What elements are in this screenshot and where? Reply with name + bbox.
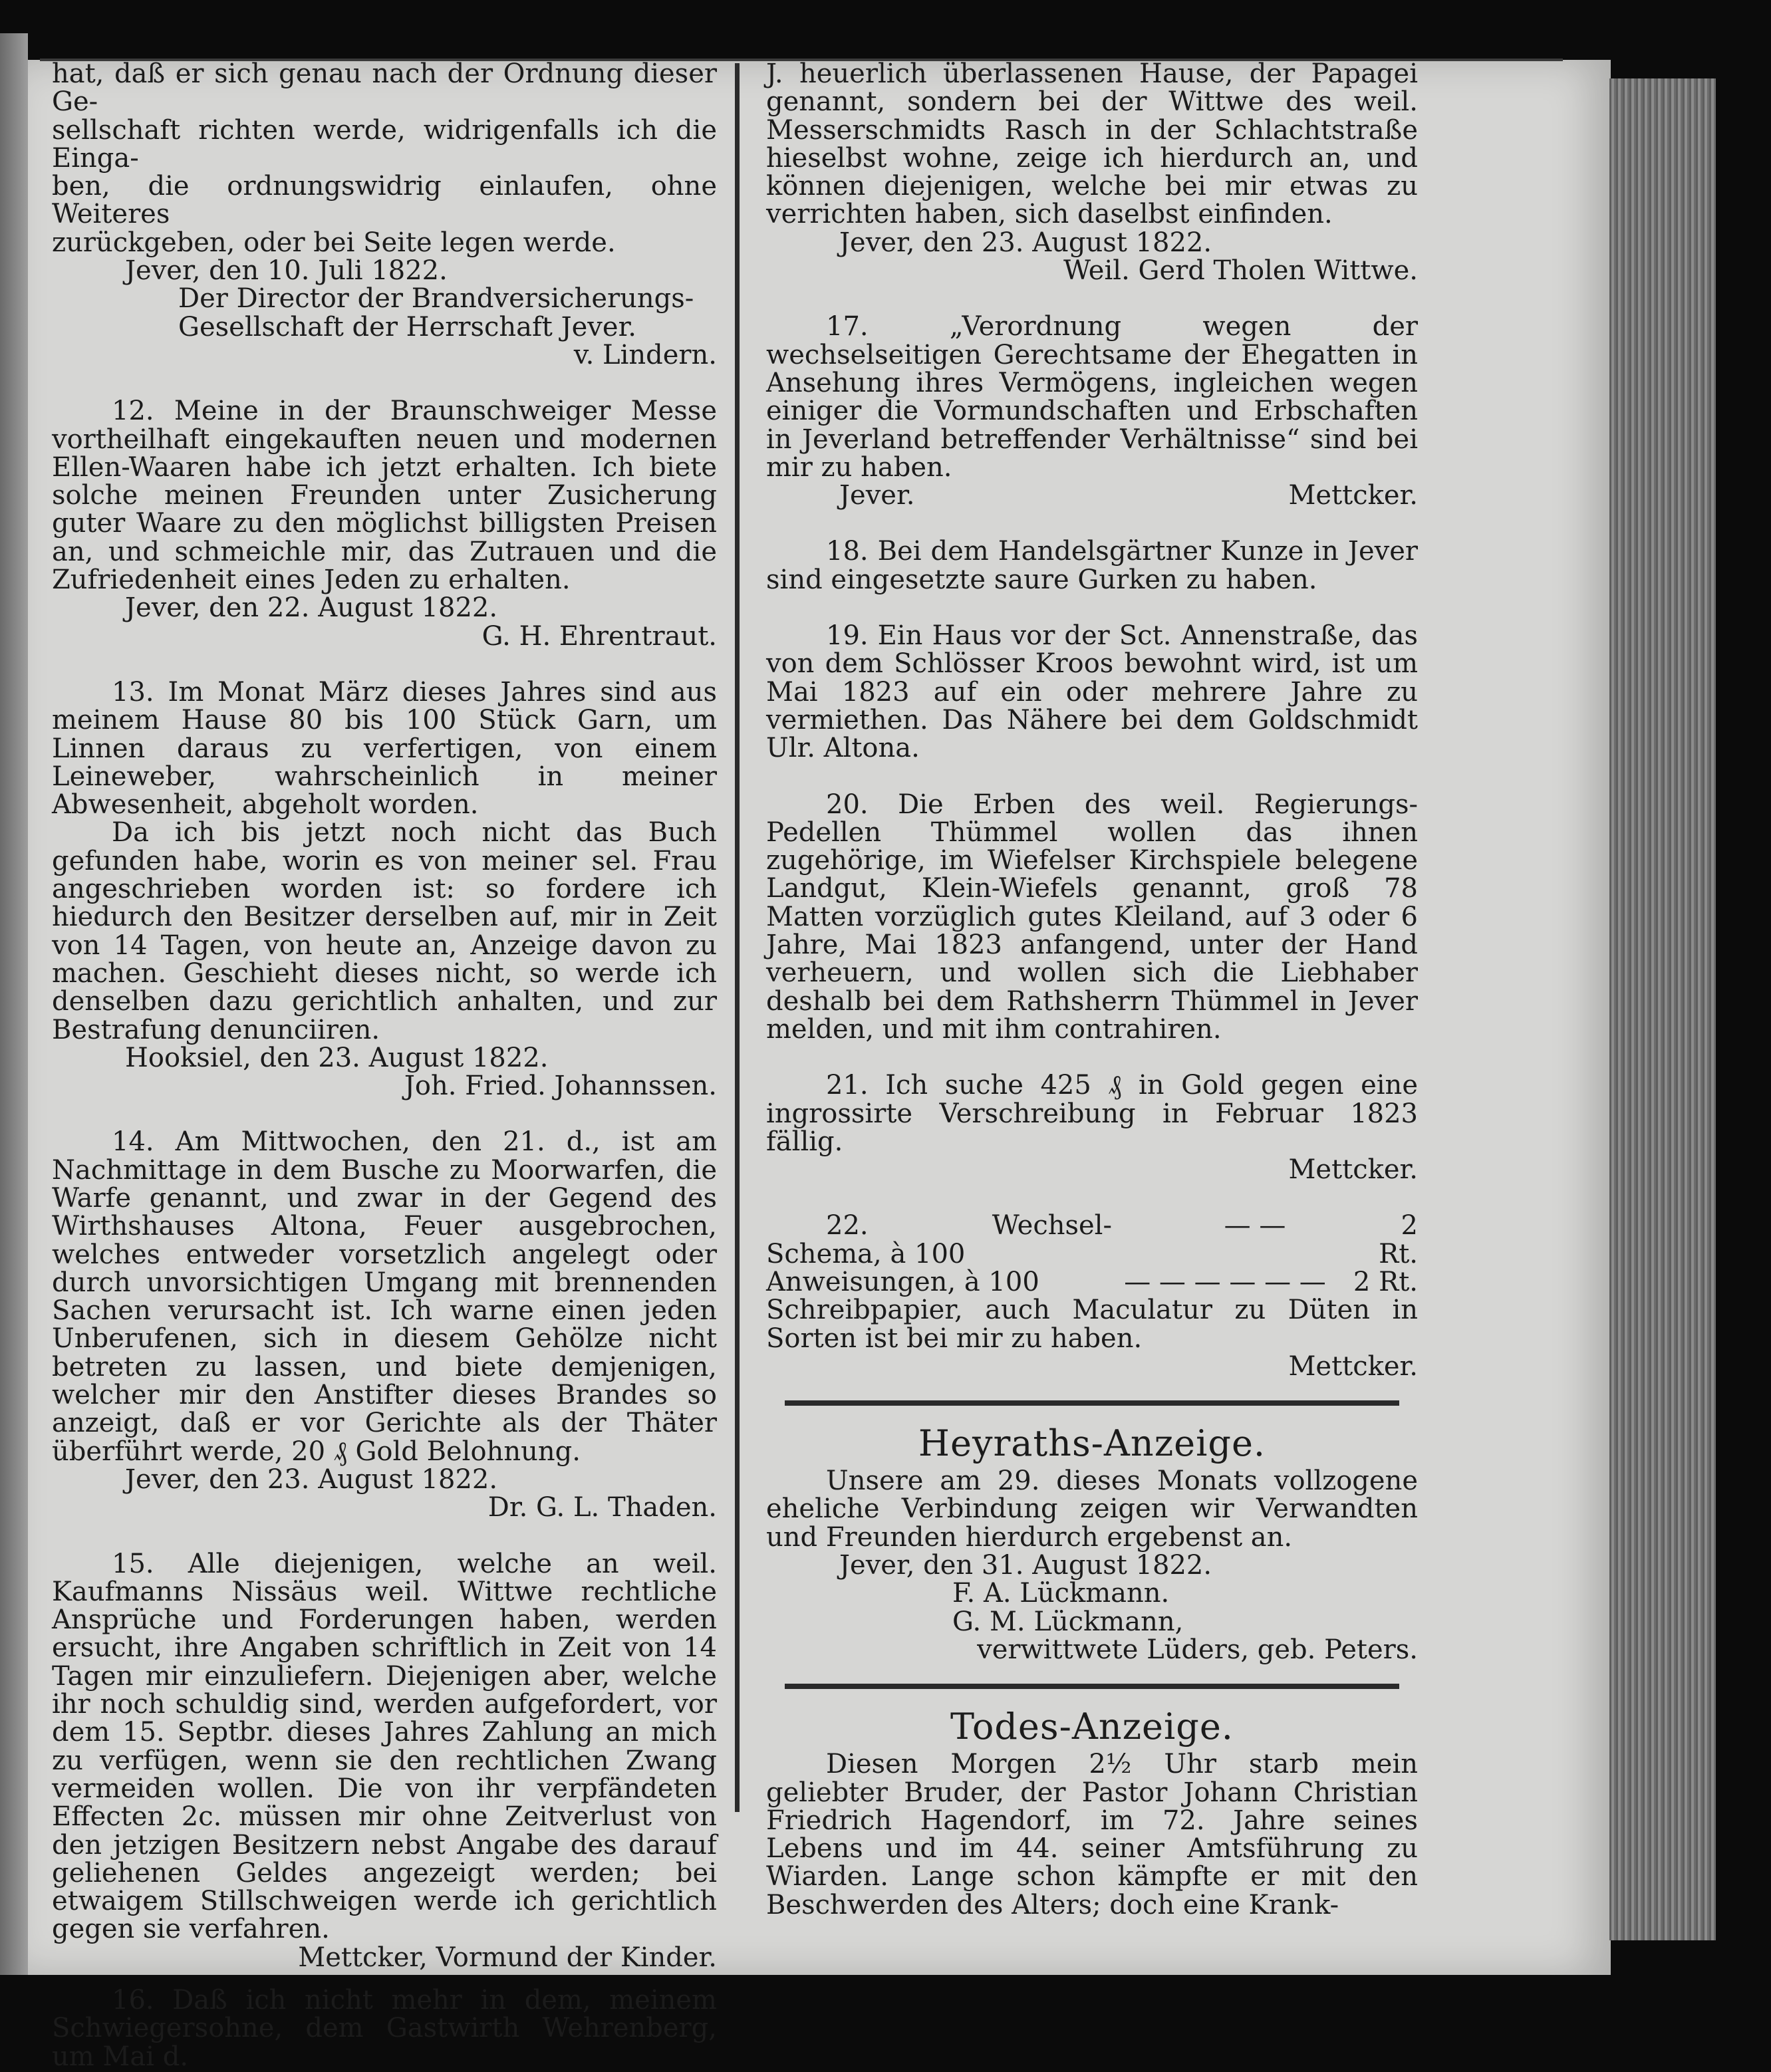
notice-signature: Joh. Fried. Johannssen. — [404, 1071, 717, 1102]
notice-signature: F. A. Lückmann. — [952, 1578, 1170, 1609]
notice-date: Hooksiel, den 23. August 1822. — [125, 1042, 549, 1073]
notice-signature: G. M. Lückmann, — [952, 1606, 1184, 1637]
notice-text: 15. Alle diejenigen, welche an weil. Kaufmanns Nissäus weil. Wittwe rechtliche Ansprüche und Forderungen haben, werden ersucht, ihre Angaben schriftlich in Zeit von 14 Tagen mir einzuliefern. Diejenigen aber, welche ihr noch schuldig sind, werden aufgefordert, vor dem 15. Septbr. dieses Jahres Zahlung an mich zu verfügen, wenn sie den rechtlichen Zwang vermeiden wollen. Die von ihr verpfändeten Effecten 2c. müssen mir ohne Zeitverlust von den jetzigen Besitzern nebst Angabe des darauf geliehenen Geldes angezeigt werden; bei etwaigem Stillschweigen werde ich gerichtlich gegen sie verfahren. — [52, 1548, 717, 1945]
notice-text: 20. Die Erben des weil. Regierungs-Pedellen Thümmel wollen das ihnen zugehörige, im Wiefelser Kirchspiele belegene Landgut, Klein-Wiefels genannt, groß 78 Matten vorzüglich gutes Kleiland, auf 3 oder 6 Jahre, Mai 1823 anfangend, unter der Hand verheuern, und wollen sich die Liebhaber deshalb bei dem Rathsherrn Thümmel in Jever melden, und mit ihm contrahiren. — [766, 789, 1418, 1045]
section-heading: Todes-Anzeige. — [950, 1706, 1234, 1748]
notice-text: 16. Daß ich nicht mehr in dem, meinem Schwiegersohne, dem Gastwirth Wehrenberg, um Mai d. — [52, 1985, 717, 2072]
price-item: 22. Wechsel-Schema, à 100 — [766, 1210, 1112, 1269]
notice-date: Jever, den 22. August 1822. — [125, 592, 498, 624]
right-column — [766, 60, 1418, 1919]
price-row — [766, 1212, 1418, 1268]
notice-20 — [766, 791, 1418, 1044]
notice-signature: Der Director der Brandversicherungs- — [178, 283, 694, 315]
left-column — [52, 60, 717, 2071]
notice-text: 19. Ein Haus vor der Sct. Annenstraße, das von dem Schlösser Kroos bewohnt wird, ist um Mai 1823 auf ein oder mehrere Jahre zu vermiethen. Das Nähere bei dem Goldschmidt Ulr. Altona. — [766, 620, 1418, 764]
notice-15 — [52, 1550, 717, 1972]
notice-text: 13. Im Monat März dieses Jahres sind aus meinem Hause 80 bis 100 Stück Garn, um Linnen daraus zu verfertigen, von einem Leineweber, wahrscheinlich in meiner Abwesenheit, abgeholt worden. — [52, 676, 717, 821]
price-row — [766, 1268, 1418, 1296]
notice-16-continuation — [766, 60, 1418, 285]
section-rule — [785, 1684, 1399, 1689]
notice-17 — [766, 313, 1418, 509]
notice-date: Jever, den 23. August 1822. — [839, 227, 1212, 258]
notice-signature: Dr. G. L. Thaden. — [487, 1492, 717, 1523]
price-dashes: — — — — — — — [1124, 1266, 1326, 1297]
notice-date: Jever, den 10. Juli 1822. — [125, 255, 448, 287]
marriage-announcement — [766, 1420, 1418, 1664]
notice-19 — [766, 622, 1418, 762]
section-rule — [785, 1400, 1399, 1406]
text-line: hat, daß er sich genau nach der Ordnung dieser Ge- — [52, 59, 717, 118]
notice-text: 14. Am Mittwochen, den 21. d., ist am Nachmittage in dem Busche zu Moorwarfen, die Warfe genannt, und zwar in der Gegend des Wirthshauses Altona, Feuer ausgebrochen, welches entweder vorsetzlich angelegt oder durch unvorsichtigen Umgang mit brennenden Sachen verursacht ist. Ich warne einen jeden Unberufenen, sich in diesem Gehölze nicht betreten zu lassen, und biete demjenigen, welcher mir den Anstifter dieses Brandes so anzeigt, daß er vor Gerichte als der Thäter überführt werde, 20 ₰ Gold Belohnung. — [52, 1126, 717, 1467]
notice-date: Jever, den 31. August 1822. — [839, 1550, 1212, 1581]
notice-text: Unsere am 29. dieses Monats vollzogene eheliche Verbindung zeigen wir Verwandten und Freunden hierdurch ergebenst an. — [766, 1466, 1418, 1553]
notice-text: J. heuerlich überlassenen Hause, der Papagei genannt, sondern bei der Wittwe des weil. Messerschmidts Rasch in der Schlachtstraße hieselbst wohne, zeige ich hierdurch an, und können diejenigen, welche bei mir etwas zu verrichten haben, sich daselbst einfinden. — [766, 59, 1418, 230]
notice-signature: Mettcker. — [1288, 1154, 1418, 1186]
price-amount: 2 Rt. — [1379, 1210, 1418, 1269]
notice-text: Schreibpapier, auch Maculatur zu Düten in Sorten ist bei mir zu haben. — [766, 1295, 1418, 1354]
price-item: Anweisungen, à 100 — [766, 1266, 1039, 1297]
notice-text: 12. Meine in der Braunschweiger Messe vortheilhaft eingekauften neuen und modernen Ellen-Waaren habe ich jetzt erhalten. Ich biete solche meinen Freunden unter Zusicherung guter Waare zu den möglichst billigsten Preisen an, und schmeichle mir, das Zutrauen und die Zufriedenheit eines Jeden zu erhalten. — [52, 396, 717, 596]
notice-footer — [766, 481, 1418, 509]
notice-signature: Weil. Gerd Tholen Wittwe. — [1063, 255, 1418, 287]
notice-18 — [766, 537, 1418, 594]
notice-signature: G. H. Ehrentraut. — [481, 620, 717, 652]
notice-signature: Mettcker. — [1288, 1351, 1418, 1382]
notice-signature: Mettcker, Vormund der Kinder. — [298, 1942, 717, 1973]
column-divider — [735, 63, 740, 1812]
notice-21 — [766, 1071, 1418, 1184]
notice-text: 18. Bei dem Handelsgärtner Kunze in Jever sind eingesetzte saure Gurken zu haben. — [766, 536, 1418, 595]
text-line: ben, die ordnungswidrig einlaufen, ohne Weiteres — [52, 171, 717, 230]
price-amount: 2 Rt. — [1353, 1266, 1418, 1297]
text-line: zurückgeben, oder bei Seite legen werde. — [52, 227, 616, 258]
notice-signature: v. Lindern. — [573, 339, 717, 370]
notice-16 — [52, 1986, 717, 2071]
notice-text: Da ich bis jetzt noch nicht das Buch gefunden habe, worin es von meiner sel. Frau angeschrieben worden ist: so fordere ich hiedurch den Besitzer derselben auf, mir in Zeit von 14 Tagen, von heute an, Anzeige davon zu machen. Geschieht dieses nicht, so werde ich denselben dazu gerichtlich anhalten, und zur Bestrafung denunciiren. — [52, 817, 717, 1045]
notice-signature: verwittwete Lüders, geb. Peters. — [977, 1634, 1418, 1665]
price-dashes: — — — [1224, 1210, 1286, 1241]
notice-12 — [52, 397, 717, 650]
text-line: sellschaft richten werde, widrigenfalls ich die Einga- — [52, 114, 717, 174]
notice-text: 21. Ich suche 425 ₰ in Gold gegen eine ingrossirte Verschreibung in Februar 1823 fällig. — [766, 1070, 1418, 1157]
facing-page-edge — [0, 33, 28, 1975]
section-heading: Heyraths-Anzeige. — [918, 1422, 1266, 1465]
notice-14 — [52, 1128, 717, 1521]
notice-text: Diesen Morgen 2½ Uhr starb mein geliebter Bruder, der Pastor Johann Christian Friedrich Hagendorf, im 72. Jahre seines Lebens und im 44. seiner Amtsführung zu Wiarden. Lange schon kämpfte er mit den Beschwerden des Alters; doch eine Krank- — [766, 1749, 1418, 1920]
notice-13 — [52, 678, 717, 1100]
notice-date: Jever, den 23. August 1822. — [125, 1464, 498, 1495]
notice-date: Jever. — [839, 480, 915, 511]
notice-top-continuation — [52, 60, 717, 369]
notice-signature: Gesellschaft der Herrschaft Jever. — [178, 311, 637, 342]
notice-22 — [766, 1212, 1418, 1380]
notice-text: 17. „Verordnung wegen der wechselseitigen Gerechtsame der Ehegatten in Ansehung ihres Vermögens, ingleichen wegen einiger die Vormundschaften und Erbschaften in Jeverland betreffender Verhältnisse“ sind bei mir zu haben. — [766, 311, 1418, 483]
book-page-edges — [1609, 78, 1716, 1940]
notice-signature: Mettcker. — [1288, 480, 1418, 511]
death-announcement — [766, 1704, 1418, 1919]
